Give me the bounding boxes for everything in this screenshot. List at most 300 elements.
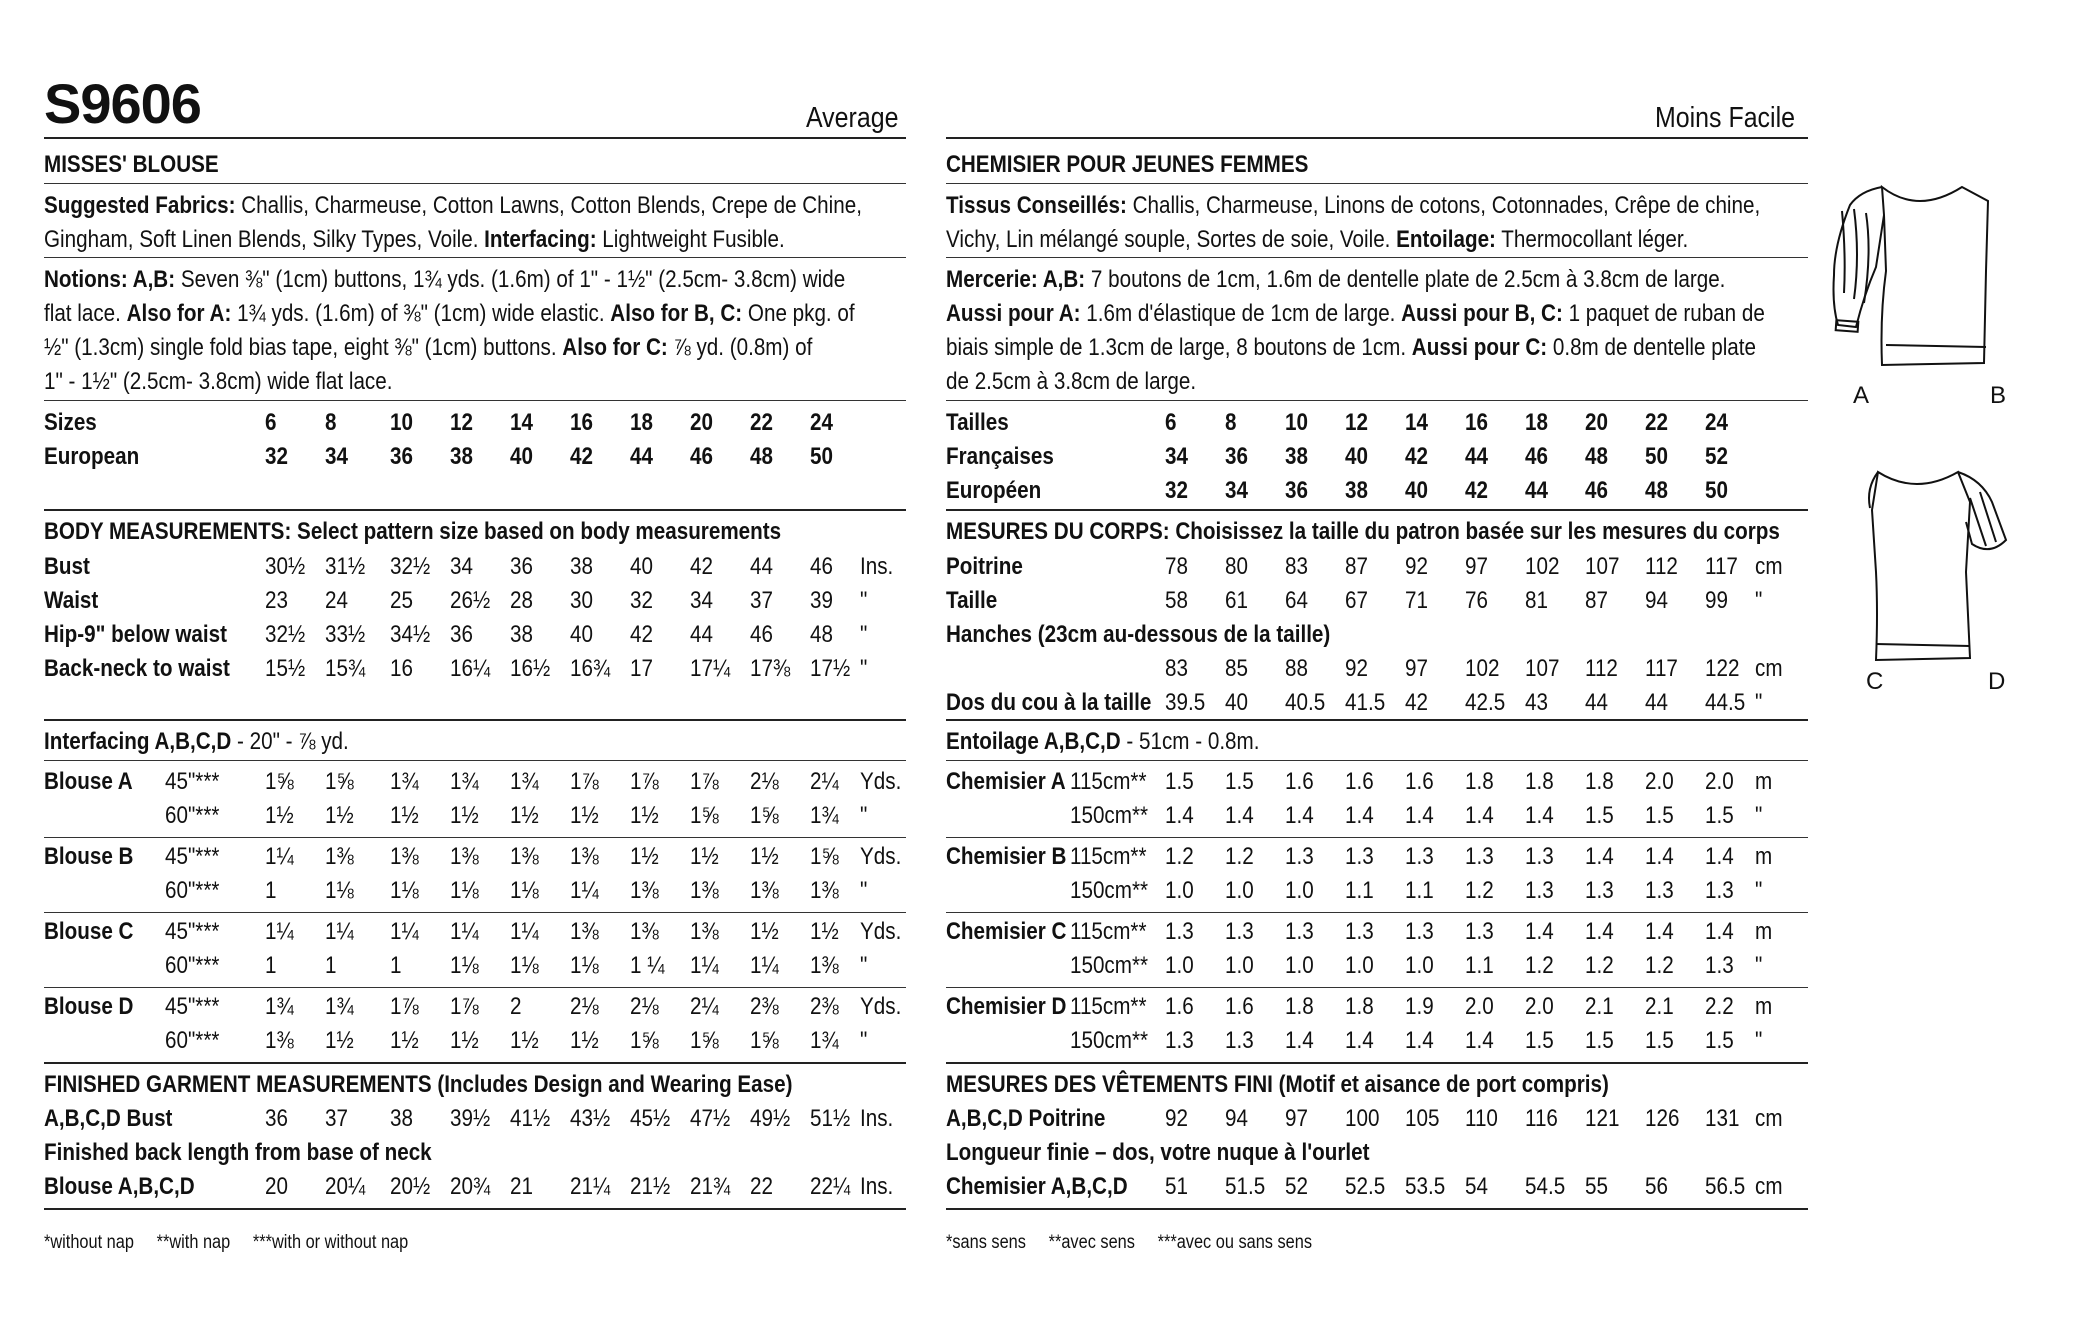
fr-size-value: 52 [1705,443,1728,470]
en-sizes-label: European [44,443,140,470]
en-size-value: 20 [690,409,713,436]
fr-body-value: 94 [1645,587,1668,614]
fr-fabrics-line [946,228,1688,252]
fr-notions-line-segment: Aussi pour B, C: [1401,300,1563,327]
fr-finished-bust-value: 116 [1525,1105,1558,1132]
en-body-value: 38 [510,621,533,648]
en-yardage-value: 1 [390,952,402,979]
en-size-value: 8 [325,409,337,436]
en-yardage-value: 1 [325,952,337,979]
en-yardage-value: 1½ [690,843,719,870]
en-yardage-value: 2⅛ [630,993,659,1020]
fr-yardage-value: 1.4 [1585,918,1614,945]
fr-body-value: 102 [1525,553,1560,580]
en-yardage-value: 1½ [630,802,659,829]
en-yardage-value: 1⅜ [265,1027,294,1054]
en-size-value: 10 [390,409,413,436]
fr-yardage-value: 1.6 [1345,768,1374,795]
en-body-value: 38 [570,553,593,580]
fr-yardage-width: 150cm** [1070,877,1149,904]
fr-hip-value: 92 [1345,655,1368,682]
fr-notions-line-segment: de 2.5cm à 3.8cm de large. [946,368,1197,395]
fr-yardage-value: 1.5 [1645,1027,1674,1054]
en-finished-blouse-value: 21½ [630,1173,671,1200]
fr-yardage-value: 1.3 [1165,1027,1194,1054]
fr-yardage-value: 1.3 [1465,843,1494,870]
fr-notions-line-segment: 1 paquet de ruban de [1562,300,1765,327]
en-yardage-value: 2¼ [810,768,839,795]
en-yardage-value: 1 [265,952,277,979]
fr-yardage-value: 2.2 [1705,993,1734,1020]
fr-body-heading [946,520,1780,544]
en-notions-line-segment: Seven ⅜" (1cm) buttons, 1¾ yds. (1.6m) of 1" - 1½" (2.5cm- 3.8cm) wide [175,266,846,293]
fr-finished-bust-unit: cm [1755,1105,1783,1132]
fr-yardage-value: 1.5 [1165,768,1194,795]
fr-rule-yardage [946,912,1808,913]
en-finished-bust-value: 49½ [750,1105,791,1132]
fr-yardage-value: 1.3 [1345,918,1374,945]
en-notions-line-segment: ⅞ yd. (0.8m) of [667,334,813,361]
fr-yardage-view-label: Chemisier D [946,993,1067,1020]
en-body-value: 16¾ [570,655,611,682]
en-yardage-unit: Yds. [860,993,902,1020]
en-body-value: 34 [450,553,473,580]
fr-body-value: 61 [1225,587,1248,614]
fr-body-value: 107 [1585,553,1620,580]
fr-body-value: 87 [1345,553,1368,580]
en-body-value: 32½ [390,553,431,580]
en-finished-bust-value: 43½ [570,1105,611,1132]
en-yardage-value: 1½ [810,918,839,945]
en-fabrics-line-segment: Suggested Fabrics: [44,192,236,219]
fr-top-rule [946,137,1808,139]
en-yardage-unit: Yds. [860,768,902,795]
fr-yardage-value: 1.3 [1525,877,1554,904]
fr-size-value: 46 [1585,477,1608,504]
fr-body-value: 71 [1405,587,1428,614]
en-yardage-value: 1⅛ [450,952,479,979]
difficulty-fr: Moins Facile [1655,102,1795,134]
fr-yardage-value: 1.4 [1285,802,1314,829]
en-notions-line-segment: Notions: A,B: [44,266,176,293]
en-yardage-width: 45"*** [165,993,220,1020]
fr-finished-heading: MESURES DES VÊTEMENTS FINI (Motif et aisance de port compris) [946,1071,1609,1098]
en-yardage-value: 1½ [570,1027,599,1054]
fr-yardage-value: 1.3 [1525,843,1554,870]
fr-yardage-value: 1.3 [1285,843,1314,870]
en-body-value: 17¼ [690,655,731,682]
interfacing-bold: Entoilage A,B,C,D [946,728,1121,755]
fr-yardage-value: 1.0 [1165,877,1194,904]
fr-body-value: 92 [1405,553,1428,580]
en-body-value: 34 [690,587,713,614]
en-yardage-view-label: Blouse D [44,993,134,1020]
en-finished-blouse-value: 20¼ [325,1173,366,1200]
en-size-value: 12 [450,409,473,436]
en-finished-bust-value: 36 [265,1105,288,1132]
en-size-value: 36 [390,443,413,470]
fr-yardage-value: 1.2 [1585,952,1614,979]
fr-body-value: 76 [1465,587,1488,614]
en-body-value: 40 [570,621,593,648]
fr-yardage-value: 1.3 [1225,918,1254,945]
fr-size-value: 36 [1285,477,1308,504]
fr-size-value: 18 [1525,409,1548,436]
fr-yardage-unit: " [1755,1027,1763,1054]
en-yardage-value: 1¾ [325,993,354,1020]
fr-size-value: 14 [1405,409,1428,436]
en-notions-line [44,268,845,292]
en-size-value: 24 [810,409,833,436]
fr-body-value: 58 [1165,587,1188,614]
fr-size-value: 20 [1585,409,1608,436]
fr-size-value: 36 [1225,443,1248,470]
en-yardage-width: 60"*** [165,952,220,979]
difficulty-en: Average [806,102,899,134]
en-finished-bust-value: 45½ [630,1105,671,1132]
fr-yardage-value: 1.8 [1525,768,1554,795]
en-notions-line-segment: flat lace. [44,300,127,327]
fr-size-value: 8 [1225,409,1237,436]
fr-yardage-value: 1.6 [1405,768,1434,795]
fr-yardage-value: 1.1 [1465,952,1494,979]
fr-yardage-width: 115cm** [1070,993,1147,1020]
fr-yardage-value: 1.4 [1645,918,1674,945]
fr-yardage-value: 1.2 [1225,843,1254,870]
en-yardage-value: 1⅝ [630,1027,659,1054]
fr-finished-bust-value: 97 [1285,1105,1308,1132]
fr-yardage-value: 1.1 [1405,877,1434,904]
fr-yardage-value: 2.0 [1465,993,1494,1020]
en-rule-bottom [44,1208,906,1210]
fr-back-value: 44.5 [1705,689,1746,716]
en-yardage-value: 1⅞ [630,768,659,795]
fr-size-value: 46 [1525,443,1548,470]
en-size-value: 46 [690,443,713,470]
en-yardage-view-label: Blouse A [44,768,133,795]
en-size-value: 6 [265,409,277,436]
en-yardage-value: 1 [265,877,277,904]
en-finished-blouse-value: 20 [265,1173,288,1200]
fr-yardage-view-label: Chemisier B [946,843,1067,870]
fr-body-unit: " [1755,587,1763,614]
fr-finished-bust-value: 92 [1165,1105,1188,1132]
en-yardage-value: 1½ [325,1027,354,1054]
fr-yardage-value: 1.3 [1705,952,1734,979]
fr-yardage-unit: m [1755,993,1773,1020]
en-finished-blouse-value: 21¾ [690,1173,731,1200]
fr-body-value: 83 [1285,553,1308,580]
fr-yardage-value: 1.8 [1285,993,1314,1020]
pattern-number: S9606 [44,72,201,135]
en-yardage-value: 1⅝ [810,843,839,870]
en-fabrics-line [44,194,862,218]
en-body-value: 28 [510,587,533,614]
en-notions-line [44,336,812,360]
fr-size-value: 40 [1405,477,1428,504]
fr-yardage-value: 1.8 [1465,768,1494,795]
en-footnote: *without nap **with nap ***with or without nap [44,1232,409,1253]
fr-notions-line-segment: 7 boutons de 1cm, 1.6m de dentelle plate de 2.5cm à 3.8cm de large. [1085,266,1726,293]
fr-yardage-value: 1.3 [1345,843,1374,870]
fr-yardage-value: 1.5 [1705,1027,1734,1054]
body-heading-rest: Choisissez la taille du patron basée sur les mesures du corps [1169,518,1780,545]
en-yardage-value: 1½ [510,802,539,829]
en-notions-line [44,370,392,394]
en-body-value: 33½ [325,621,366,648]
en-yardage-value: 1¼ [750,952,779,979]
fr-finished-blouse-value: 51.5 [1225,1173,1266,1200]
fr-sizes-label: Européen [946,477,1042,504]
fr-size-value: 32 [1165,477,1188,504]
fr-fabrics-line-segment: Vichy, Lin mélangé souple, Sortes de soie, Voile. [946,226,1397,253]
en-yardage-unit: " [860,1027,868,1054]
en-yardage-value: 1⅝ [265,768,294,795]
fr-finished-length-label: Longueur finie – dos, votre nuque à l'ourlet [946,1139,1370,1166]
fr-yardage-value: 1.3 [1405,918,1434,945]
en-yardage-value: 1½ [510,1027,539,1054]
en-body-value: 17⅜ [750,655,791,682]
fr-yardage-view-label: Chemisier C [946,918,1067,945]
en-rule-sizes [44,509,906,511]
en-yardage-value: 1¼ [265,918,294,945]
en-body-value: 42 [630,621,653,648]
fr-yardage-value: 1.2 [1525,952,1554,979]
fr-yardage-value: 1.2 [1165,843,1194,870]
fr-yardage-value: 1.4 [1345,802,1374,829]
fr-rule-yardage [946,837,1808,838]
fr-size-value: 16 [1465,409,1488,436]
en-rule-notions [44,400,906,401]
en-yardage-value: 1⅜ [325,843,354,870]
fr-finished-blouse-unit: cm [1755,1173,1783,1200]
en-yardage-value: 1½ [450,802,479,829]
en-yardage-view-label: Blouse C [44,918,134,945]
fr-finished-blouse-label: Chemisier A,B,C,D [946,1173,1128,1200]
fr-back-value: 43 [1525,689,1548,716]
en-body-unit: " [860,587,868,614]
en-yardage-view-label: Blouse B [44,843,134,870]
fr-finished-blouse-value: 51 [1165,1173,1188,1200]
en-yardage-value: 1⅞ [450,993,479,1020]
en-size-value: 48 [750,443,773,470]
fr-yardage-value: 2.0 [1645,768,1674,795]
en-yardage-unit: Yds. [860,918,902,945]
en-size-value: 42 [570,443,593,470]
fr-size-value: 50 [1645,443,1668,470]
fr-yardage-value: 1.4 [1225,802,1254,829]
fr-yardage-width: 115cm** [1070,918,1147,945]
en-yardage-value: 1⅜ [570,918,599,945]
en-yardage-value: 1⅞ [390,993,419,1020]
view-label-c: C [1866,668,1884,695]
en-yardage-value: 1⅞ [690,768,719,795]
fr-yardage-unit: " [1755,802,1763,829]
fr-yardage-value: 1.0 [1285,952,1314,979]
fr-rule-fabrics [946,257,1808,258]
fr-body-value: 81 [1525,587,1548,614]
en-yardage-value: 1¼ [570,877,599,904]
fr-yardage-value: 2.0 [1525,993,1554,1020]
en-yardage-value: 1⅜ [810,952,839,979]
en-yardage-width: 45"*** [165,918,220,945]
fr-yardage-value: 1.5 [1585,802,1614,829]
en-body-unit: Ins. [860,553,894,580]
en-yardage-value: 1⅜ [750,877,779,904]
en-yardage-width: 45"*** [165,768,220,795]
fr-yardage-value: 1.4 [1525,918,1554,945]
fr-yardage-value: 1.4 [1285,1027,1314,1054]
en-yardage-value: 1¼ [265,843,294,870]
en-yardage-value: 1¼ [325,918,354,945]
en-yardage-value: 1⅜ [450,843,479,870]
fr-yardage-unit: m [1755,918,1773,945]
fr-size-value: 34 [1225,477,1248,504]
fr-body-row-label: Taille [946,587,998,614]
interfacing-rest: - 51cm - 0.8m. [1120,728,1260,755]
fr-rule-sizes [946,509,1808,511]
en-rule-interfacing [44,760,906,761]
fr-yardage-value: 1.4 [1465,1027,1494,1054]
view-label-b: B [1990,382,2007,409]
fr-yardage-value: 1.6 [1225,993,1254,1020]
fr-yardage-value: 1.8 [1345,993,1374,1020]
en-body-row-label: Back-neck to waist [44,655,230,682]
en-body-value: 46 [750,621,773,648]
garment-sketch-ab [1820,175,2010,375]
fr-size-value: 34 [1165,443,1188,470]
en-finished-bust-label: A,B,C,D Bust [44,1105,173,1132]
en-size-value: 32 [265,443,288,470]
fr-yardage-value: 1.4 [1165,802,1194,829]
en-finished-bust-value: 51½ [810,1105,851,1132]
fr-finished-bust-label: A,B,C,D Poitrine [946,1105,1106,1132]
fr-fabrics-line-segment: Thermocollant léger. [1495,226,1689,253]
en-size-value: 14 [510,409,533,436]
en-body-value: 32½ [265,621,306,648]
en-yardage-width: 45"*** [165,843,220,870]
fr-notions-line [946,268,1725,292]
body-heading-bold: BODY MEASUREMENTS: [44,518,292,545]
fr-rule-notions [946,400,1808,401]
fr-yardage-unit: m [1755,843,1773,870]
en-yardage-value: 1½ [570,802,599,829]
en-yardage-value: 2¼ [690,993,719,1020]
fr-yardage-value: 1.4 [1705,843,1734,870]
en-body-value: 44 [750,553,773,580]
en-fabrics-line-segment: Lightweight Fusible. [596,226,785,253]
en-body-value: 23 [265,587,288,614]
en-yardage-value: 1⅝ [750,1027,779,1054]
fr-body-row-label: Poitrine [946,553,1023,580]
fr-yardage-value: 1.3 [1645,877,1674,904]
fr-body-value: 80 [1225,553,1248,580]
en-yardage-value: 2⅛ [750,768,779,795]
fr-yardage-value: 1.1 [1345,877,1374,904]
fr-body-value: 117 [1705,553,1738,580]
fr-yardage-value: 1.4 [1525,802,1554,829]
fr-finished-bust-value: 126 [1645,1105,1680,1132]
en-yardage-value: 1 ¼ [630,952,665,979]
en-size-value: 40 [510,443,533,470]
en-body-value: 36 [450,621,473,648]
fr-yardage-value: 1.5 [1225,768,1254,795]
fr-yardage-value: 1.4 [1345,1027,1374,1054]
en-yardage-value: 1¾ [450,768,479,795]
fr-yardage-value: 1.8 [1585,768,1614,795]
fr-hip-value: 83 [1165,655,1188,682]
en-finished-blouse-value: 21 [510,1173,533,1200]
fr-yardage-unit: " [1755,952,1763,979]
en-notions-line-segment: ½" (1.3cm) single fold bias tape, eight ⅜" (1cm) buttons. [44,334,563,361]
en-body-value: 15½ [265,655,306,682]
fr-finished-bust-value: 121 [1585,1105,1620,1132]
fr-size-value: 40 [1345,443,1368,470]
en-body-value: 39 [810,587,833,614]
en-yardage-value: 2⅜ [750,993,779,1020]
en-yardage-value: 1⅛ [570,952,599,979]
fr-finished-blouse-value: 55 [1585,1173,1608,1200]
fr-yardage-value: 1.3 [1165,918,1194,945]
fr-rule-yardage [946,987,1808,988]
en-yardage-unit: " [860,877,868,904]
en-body-value: 31½ [325,553,366,580]
fr-body-value: 99 [1705,587,1728,614]
en-yardage-value: 1½ [750,843,779,870]
en-body-value: 42 [690,553,713,580]
fr-fabrics-line-segment: Entoilage: [1396,226,1496,253]
fr-body-value: 78 [1165,553,1188,580]
fr-yardage-width: 150cm** [1070,952,1149,979]
fr-finished-blouse-value: 54.5 [1525,1173,1566,1200]
fr-rule-title [946,183,1808,184]
fr-yardage-value: 1.0 [1285,877,1314,904]
fr-size-value: 6 [1165,409,1177,436]
fr-yardage-unit: " [1755,877,1763,904]
en-size-value: 18 [630,409,653,436]
fr-yardage-view-label: Chemisier A [946,768,1066,795]
en-rule-body [44,719,906,721]
en-body-value: 26½ [450,587,491,614]
fr-yardage-value: 2.1 [1645,993,1674,1020]
en-finished-bust-value: 38 [390,1105,413,1132]
en-yardage-width: 60"*** [165,802,220,829]
fr-yardage-width: 115cm** [1070,843,1147,870]
fr-size-value: 48 [1645,477,1668,504]
en-yardage-width: 60"*** [165,877,220,904]
fr-yardage-value: 1.5 [1525,1027,1554,1054]
fr-yardage-value: 1.3 [1705,877,1734,904]
fr-hip-value: 122 [1705,655,1740,682]
fr-hip-value: 117 [1645,655,1678,682]
fr-fabrics-line-segment: Tissus Conseillés: [946,192,1127,219]
fr-yardage-value: 1.9 [1405,993,1434,1020]
en-body-value: 24 [325,587,348,614]
fr-sizes-label: Françaises [946,443,1054,470]
en-yardage-value: 1⅜ [630,877,659,904]
en-size-value: 16 [570,409,593,436]
en-rule-yardage [44,837,906,838]
view-label-d: D [1988,668,2006,695]
fr-back-value: 42.5 [1465,689,1506,716]
en-size-value: 34 [325,443,348,470]
fr-section-title: CHEMISIER POUR JEUNES FEMMES [946,151,1309,178]
en-size-value: 38 [450,443,473,470]
en-yardage-value: 1¼ [690,952,719,979]
fr-hip-value: 107 [1525,655,1560,682]
en-yardage-width: 60"*** [165,1027,220,1054]
fr-rule-body [946,719,1808,721]
